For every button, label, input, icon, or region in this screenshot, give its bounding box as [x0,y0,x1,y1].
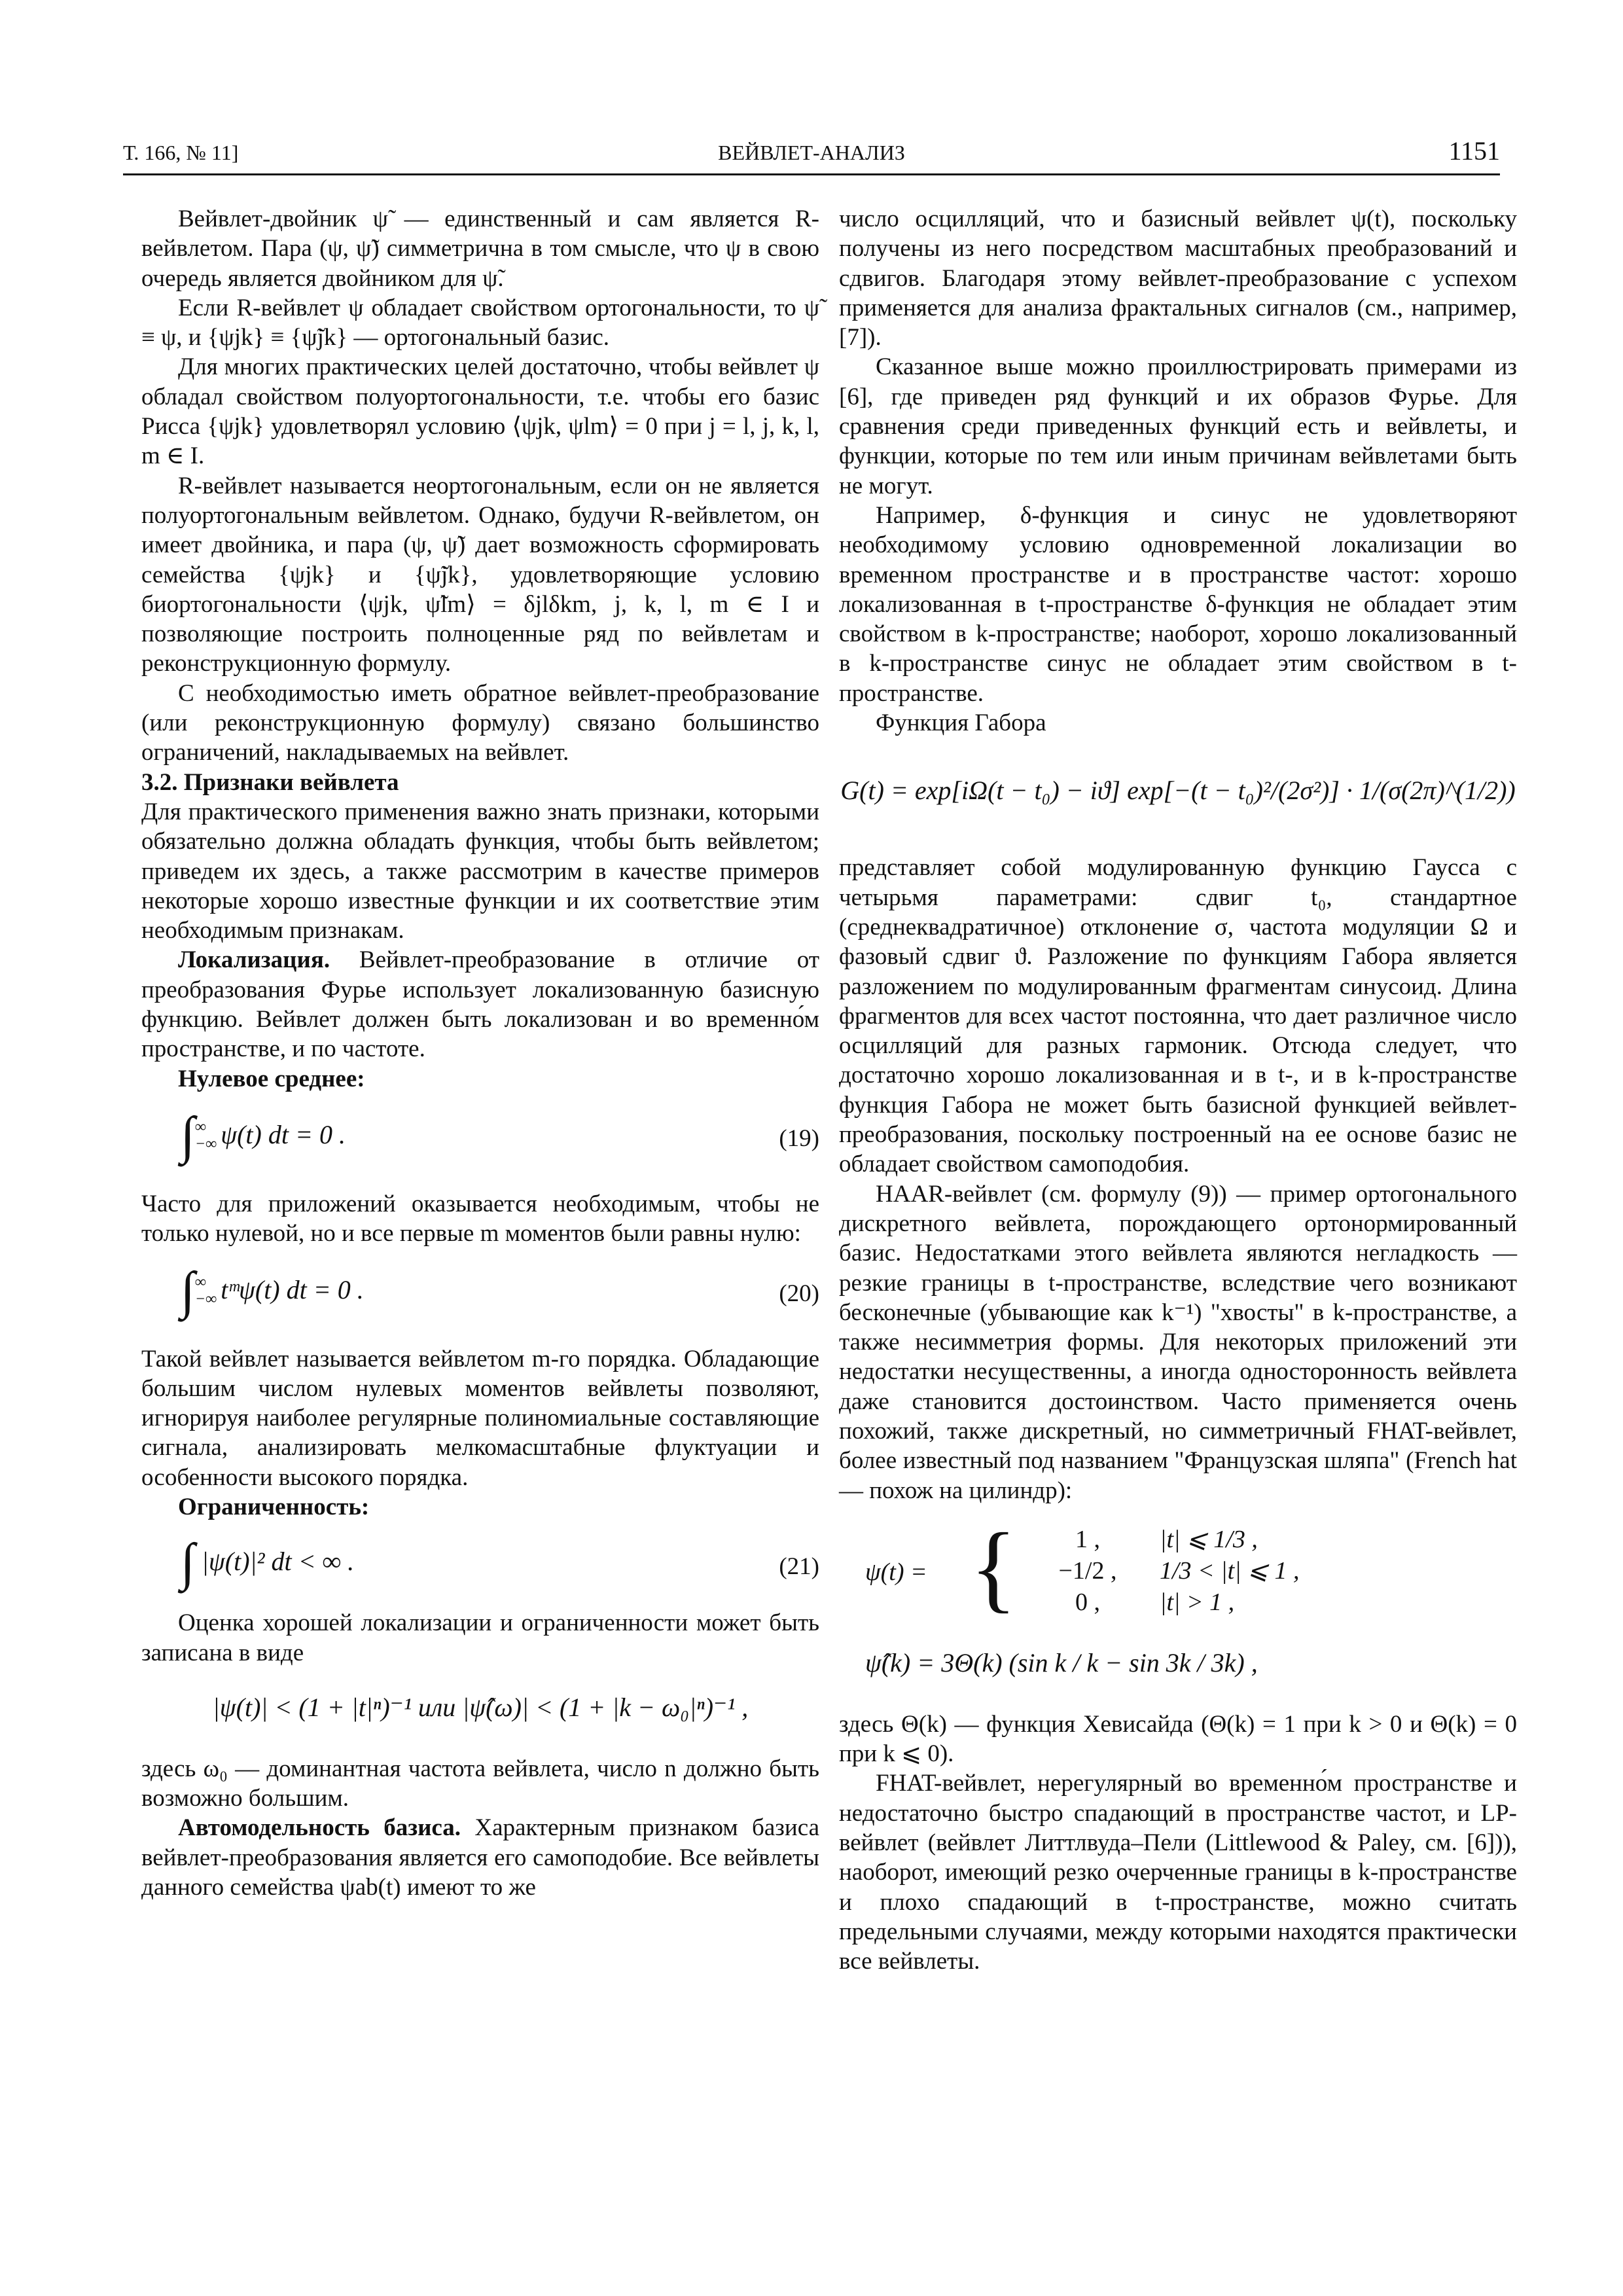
paragraph: Функция Габора [876,709,1046,737]
paragraph: Оценка хорошей локализации и ограниченности может быть записана в виде [141,1609,819,1666]
term-text: Характерным признаком базиса вейвлет-преобразования является его самоподобие. Все вейвлеты данного семейства ψab(t) имеют то же [141,1814,819,1901]
equation-21 [141,1534,819,1596]
integral-sign: ∫ [181,1261,195,1319]
term-self-similarity: Автомодельность базиса. [178,1814,461,1842]
left-column [141,204,819,1902]
term-localization: Локализация. [178,946,330,974]
paragraph: С необходимостью иметь обратное вейвлет-преобразование (или реконструкционную формулу) связано большинство ограничений, накладываемых на вейвлет. [141,679,819,766]
equation-number: (19) [779,1124,819,1152]
paragraph: Например, δ-функция и синус не удовлетворяют необходимому условию одновременной локализации во временном пространстве и в пространстве частот: хорошо локализованная в t-пространстве δ-функция не обладает этим свойством в k-пространстве; наоборот, хорошо локализованный в k-пространстве синус не обладает этим свойством в t-пространстве. [839,501,1517,707]
equation-body: ψ̂(k) = 3Θ(k) (sin k / k − sin 3k / 3k) , [865,1647,1258,1677]
running-header [123,134,1500,173]
paragraph: здесь Θ(k) — функция Хевисайда (Θ(k) = 1 при k > 0 и Θ(k) = 0 при k ⩽ 0). [839,1710,1517,1768]
equation-fhat-piecewise [839,1513,1517,1623]
equation-19: ∫ ∞ −∞ ψ(t) dt = 0 . (19) [181,1106,819,1164]
equation-body: ψ(t) dt = 0 . [221,1119,346,1149]
equation-body: |ψ(t)| < (1 + |t|ⁿ)⁻¹ или |ψ̂(ω)| < (1 + |k − ω₀|ⁿ)⁻¹ , [212,1692,749,1722]
paragraph: Если R-вейвлет ψ обладает свойством ортогональности, то ψ̃ ≡ ψ, и {ψjk} ≡ {ψ̃jk} — ортогональный базис. [141,294,819,351]
equation-body: tᵐψ(t) dt = 0 . [221,1274,364,1304]
paragraph: Вейвлет-двойник ψ̃ — единственный и сам является R-вейвлетом. Пара (ψ, ψ̃) симметрична в том смысле, что ψ в свою очередь является двойником для ψ̃. [141,206,819,292]
running-title: ВЕЙВЛЕТ-АНАЛИЗ [718,141,905,164]
paragraph [141,945,819,1064]
paragraph: Для практического применения важно знать признаки, которыми обязательно должна обладать функция, чтобы быть вейвлетом; приведем их здесь, а также рассмотрим в качестве примеров некоторые хорошо известные функции и их соответствие этим необходимым признакам. [141,798,819,944]
paragraph: Сказанное выше можно проиллюстрировать примерами из [6], где приведен ряд функций и их образов Фурье. Для сравнения среди приведенных функций есть и вейвлеты, и функции, которые по тем или иным причинам вейвлетами быть не могут. [839,353,1517,499]
paragraph [141,1813,819,1902]
section-heading: 3.2. Признаки вейвлета [141,768,399,796]
right-column [839,204,1517,1977]
page-number: 1151 [1448,136,1500,166]
paragraph: FHAT-вейвлет, нерегулярный во временно́м пространстве и недостаточно быстро спадающий в пространстве частот, и LP-вейвлет (вейвлет Литтлвуда–Пели (Littlewood & Paley, см. [6])), наоборот, имеющий резко очерченные границы в k-пространстве и плохо спадающий в t-пространстве, можно считать предельными случаями, между которыми находятся практически все вейвлеты. [839,1770,1517,1975]
equation-localization-estimate [141,1679,819,1742]
piecewise-row: 1 , |t| ⩽ 1/3 , [1075,1525,1258,1553]
paragraph: число осцилляций, что и базисный вейвлет ψ(t), поскольку получены из него посредством масштабных преобразований и сдвигов. Благодаря этому вейвлет-преобразование с успехом применяется для анализа фрактальных сигналов (см., например, [7]). [839,206,1517,351]
paragraph: Для многих практических целей достаточно, чтобы вейвлет ψ обладал свойством полуортогональности, т.е. чтобы его базис Рисса {ψjk} удовлетворял условию ⟨ψjk, ψlm⟩ = 0 при j = l, j, k, l, m ∈ I. [141,353,819,470]
piecewise-row: 0 , |t| > 1 , [1075,1588,1235,1616]
equation-lhs: ψ(t) = [865,1558,927,1586]
subheading-boundedness: Ограниченность: [178,1493,370,1520]
journal-volume: Т. 166, № 11] [123,141,239,164]
equation-gabor [839,749,1517,841]
equation-body: |ψ(t)|² dt < ∞ . [201,1547,355,1577]
equation-body: G(t) = exp[iΩ(t − t₀) − iϑ] exp[−(t − t₀)²/(2σ²)] · 1/(σ(2π)^(1/2)) [840,776,1516,806]
paragraph: Такой вейвлет называется вейвлетом m-го порядка. Обладающие большим числом нулевых моментов вейвлеты позволяют, игнорируя наиболее регулярные полиномиальные составляющие сигнала, анализировать мелкомасштабные флуктуации и особенности высокого порядка. [141,1345,819,1491]
paragraph: представляет собой модулированную функцию Гаусса с четырьмя параметрами: сдвиг t₀, стандартное (среднеквадратичное) отклонение σ, частота модуляции Ω и фазовый сдвиг ϑ. Разложение по функциям Габора является разложением по модулированным фрагментам синусоид. Длина фрагментов для всех частот постоянна, что дает различное число осцилляций для разных гармоник. Отсюда следует, что достаточно хорошо локализованная и в t-, и в k-пространстве функция Габора не может быть базисной функцией вейвлет-преобразования, поскольку построенный на ее основе базис не обладает свойством самоподобия. [839,854,1517,1178]
integral-sign: ∫ [181,1106,195,1164]
paragraph: HAAR-вейвлет (см. формулу (9)) — пример ортогонального дискретного вейвлета, порождающего ортонормированный базис. Недостатками этого вейвлета являются негладкость — резкие границы в t-пространстве, вследствие чего возникают бесконечные (убывающие как k⁻¹) "хвосты" в k-пространстве, а также несимметрия формы. Для некоторых приложений эти недостатки несущественны, а иногда односторонность вейвлета даже становится достоинством. Часто применяется очень похожий, также дискретный, но симметричный FHAT-вейвлет, более известный под названием "Французская шляпа" (French hat — похож на цилиндр): [839,1180,1517,1504]
equation-fhat-fourier [839,1635,1517,1698]
subheading-zero-mean: Нулевое среднее: [178,1065,365,1092]
piecewise-rows [1016,1524,1300,1618]
equation-number: (21) [779,1553,819,1581]
equation-20: ∫ ∞ −∞ tᵐψ(t) dt = 0 . (20) [181,1261,819,1319]
paragraph: Часто для приложений оказывается необходимым, чтобы не только нулевой, но и все первые m моментов были равны нулю: [141,1190,819,1247]
term-text: Вейвлет-преобразование в отличие от преобразования Фурье использует локализованную базисную функцию. Вейвлет должен быть локализован и во временно́м пространстве, и по частоте. [141,946,819,1063]
paragraph: здесь ω₀ — доминантная частота вейвлета, число n должно быть возможно большим. [141,1755,819,1812]
paragraph: R-вейвлет называется неортогональным, если он не является полуортогональным вейвлетом. Однако, будучи R-вейвлетом, он имеет двойника, и пара (ψ, ψ̃) дает возможность сформировать семейства {ψjk} и {ψ̃jk}, удовлетворяющие условию биортогональности ⟨ψjk, ψ̃lm⟩ = δjlδkm, j, k, l, m ∈ I и позволяющие построить полноценные ряд по вейвлетам и реконструкционную формулу. [141,472,819,677]
header-rule [123,173,1500,175]
integral-sign: ∫ [181,1534,195,1592]
equation-number: (20) [779,1280,819,1307]
piecewise-row: −1/2 , 1/3 < |t| ⩽ 1 , [1058,1556,1300,1585]
left-brace: { [970,1513,1017,1622]
